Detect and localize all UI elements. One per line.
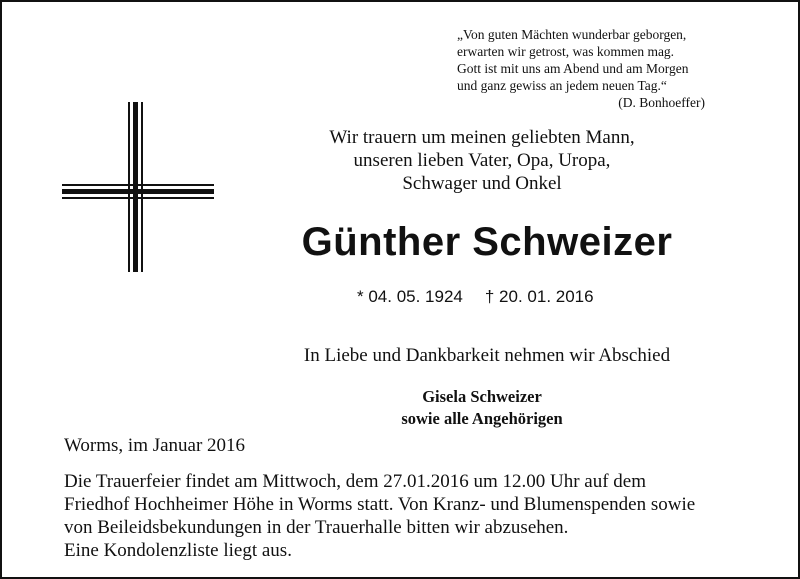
survivors	[322, 386, 642, 430]
bonhoeffer-quote	[457, 26, 757, 111]
quote-line: Gott ist mit uns am Abend und am Morgen	[457, 61, 689, 76]
mourning-intro	[282, 126, 682, 195]
quote-author: (D. Bonhoeffer)	[618, 95, 705, 110]
service-line: Eine Kondolenzliste liegt aus.	[64, 540, 292, 561]
survivor-line: sowie alle Angehörigen	[401, 409, 563, 428]
service-line: Die Trauerfeier findet am Mittwoch, dem 27.01.2016 um 12.00 Uhr auf dem	[64, 471, 647, 492]
quote-line: „Von guten Mächten wunderbar geborgen,	[457, 27, 687, 42]
deceased-name: Günther Schweizer	[301, 220, 673, 264]
intro-line: Schwager und Onkel	[402, 173, 562, 194]
service-line: von Beileidsbekundungen in der Trauerhalle bitten wir abzusehen.	[64, 517, 569, 538]
cross-icon	[62, 102, 218, 277]
quote-line: und ganz gewiss an jedem neuen Tag.“	[457, 78, 667, 93]
service-line: Friedhof Hochheimer Höhe in Worms statt. Von Kranz- und Blumenspenden sowie	[64, 494, 696, 515]
survivor-line: Gisela Schweizer	[422, 387, 542, 406]
quote-line: erwarten wir getrost, was kommen mag.	[457, 44, 675, 59]
life-dates	[357, 287, 594, 307]
birth-date: * 04. 05. 1924	[357, 287, 463, 306]
place-and-date: Worms, im Januar 2016	[64, 435, 246, 456]
farewell-text: In Liebe und Dankbarkeit nehmen wir Abschied	[303, 345, 671, 366]
intro-line: unseren lieben Vater, Opa, Uropa,	[353, 150, 611, 171]
intro-line: Wir trauern um meinen geliebten Mann,	[329, 127, 635, 148]
death-date: † 20. 01. 2016	[484, 287, 594, 306]
funeral-service-info	[64, 470, 764, 562]
